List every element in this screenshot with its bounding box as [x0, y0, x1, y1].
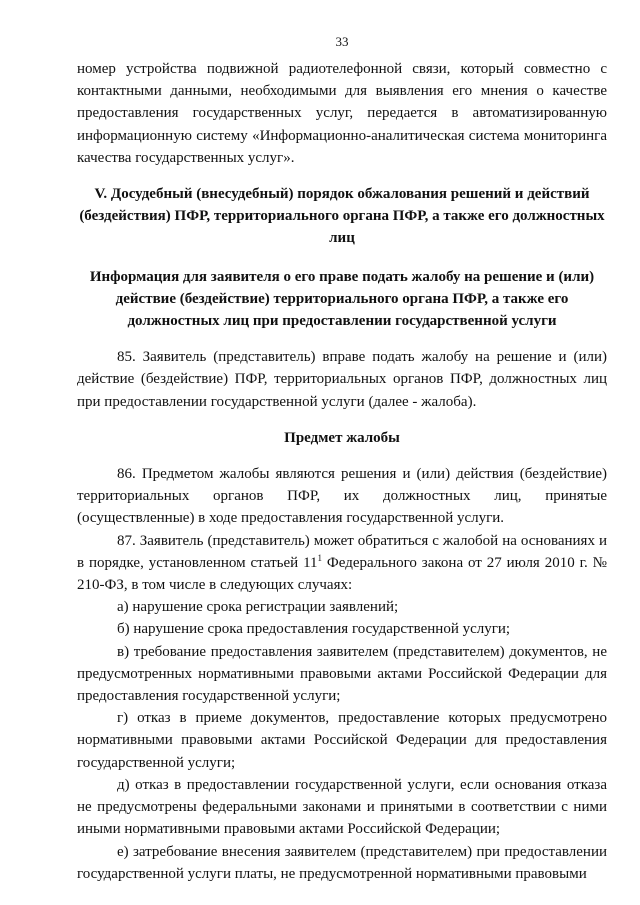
paragraph-87 — [77, 530, 607, 597]
list-item-a: а) нарушение срока регистрации заявлений; — [117, 599, 399, 616]
subject-title: Предмет жалобы — [284, 429, 400, 446]
page-number: 33 — [335, 34, 349, 49]
list-item-g: г) отказ в приеме документов, предоставление которых предусмотрено нормативными правовыми актами Российской Федерации для предоставления государственной услуги; — [77, 710, 607, 771]
list-item-v: в) требование предоставления заявителем (представителем) документов, не предусмотренных нормативными правовыми актами Российской Федерации для предоставления государственной услуги; — [77, 643, 607, 705]
paragraph-87-end: Федерального закона от 27 июля 2010 г. № 210-ФЗ, в том числе в следующих случаях: — [77, 554, 607, 594]
intro-paragraph: номер устройства подвижной радиотелефонной связи, который совместно с контактными данными, необходимыми для выявления его мнения о качестве предоставления государственных услуг, передается в автоматизированную информационную систему «Информационно-аналитическая система мониторинга качества государственных услуг». — [77, 61, 607, 166]
info-title: Информация для заявителя о его праве подать жалобу на решение и (или) действие (бездействие) территориального органа ПФР, а также его должностных лиц при предоставлении государственной услуги — [89, 268, 595, 330]
paragraph-85: 85. Заявитель (представитель) вправе подать жалобу на решение и (или) действие (бездействие) ПФР, территориальных органов ПФР, должностных лиц при предоставлении государственной услуги (далее - жалоба). — [77, 349, 607, 410]
paragraph-87-start: 87. Заявитель (представитель) может обратиться с жалобой на основаниях и в порядке, установленном статьей 11 — [77, 532, 607, 571]
list-item-d: д) отказ в предоставлении государственной услуги, если основания отказа не предусмотрены федеральными законами и принятыми в соответствии с ними иными нормативными правовыми актами Российской Федерации; — [77, 776, 607, 838]
paragraph-86: 86. Предметом жалобы являются решения и (или) действия (бездействие) территориальных органов ПФР, их должностных лиц, принятые (осуществленные) в ходе предоставления государственной услуги. — [77, 466, 607, 527]
section-title: V. Досудебный (внесудебный) порядок обжалования решений и действий (бездействия) ПФР, территориального органа ПФР, а также его должностных лиц — [79, 186, 605, 247]
list-item-e: е) затребование внесения заявителем (представителем) при предоставлении государственной услуги платы, не предусмотренной нормативными правовыми — [77, 843, 607, 882]
article-superscript: 1 — [317, 552, 323, 563]
list-item-b: б) нарушение срока предоставления государственной услуги; — [117, 621, 511, 638]
document-body — [77, 58, 607, 885]
